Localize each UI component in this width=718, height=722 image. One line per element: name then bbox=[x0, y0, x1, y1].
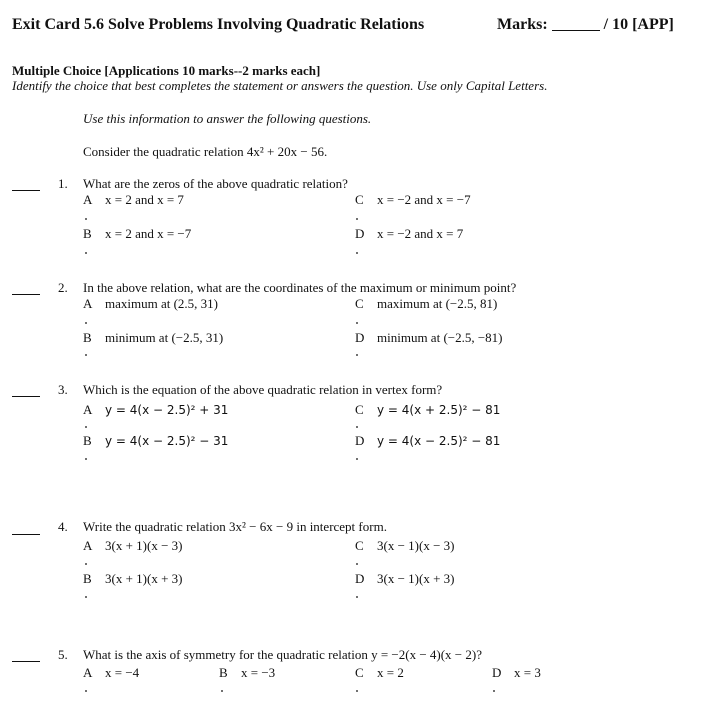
option-letter: B bbox=[83, 571, 92, 586]
dot-mark bbox=[356, 426, 358, 428]
option-letter: C bbox=[355, 665, 364, 680]
question-text: What are the zeros of the above quadratic relation? bbox=[83, 176, 348, 191]
option-text: x = −3 bbox=[241, 665, 276, 680]
page-title: Exit Card 5.6 Solve Problems Involving Quadratic Relations bbox=[12, 16, 425, 33]
dot-mark bbox=[356, 458, 358, 460]
section-instructions: Identify the choice that best completes the statement or answers the question. Use only Capital Letters. bbox=[12, 78, 548, 93]
option-b[interactable] bbox=[83, 226, 191, 242]
marks-total: / 10 [APP] bbox=[603, 16, 674, 33]
section-heading: Multiple Choice [Applications 10 marks--2 marks each] bbox=[12, 63, 321, 78]
question-number: 3. bbox=[58, 382, 68, 397]
option-letter: D bbox=[355, 226, 365, 241]
option-text: minimum at (−2.5, −81) bbox=[377, 330, 503, 345]
dot-mark bbox=[356, 563, 358, 565]
dot-mark bbox=[356, 354, 358, 356]
option-d[interactable] bbox=[355, 330, 503, 346]
option-letter: A bbox=[83, 538, 93, 553]
info-text: Use this information to answer the following questions. bbox=[83, 111, 372, 126]
dot-mark bbox=[85, 354, 87, 356]
option-b[interactable] bbox=[83, 433, 228, 449]
option-letter: D bbox=[492, 665, 502, 680]
option-text: x = 2 and x = 7 bbox=[105, 192, 184, 207]
question-text: In the above relation, what are the coordinates of the maximum or minimum point? bbox=[83, 280, 517, 295]
option-letter: A bbox=[83, 665, 93, 680]
option-text: x = 3 bbox=[514, 665, 541, 680]
option-text: 3(x + 1)(x − 3) bbox=[105, 538, 183, 553]
option-b[interactable] bbox=[83, 330, 223, 346]
option-letter: C bbox=[355, 192, 364, 207]
consider-expression: 4x² + 20x − 56. bbox=[246, 144, 328, 159]
option-a[interactable] bbox=[83, 296, 218, 312]
marks-field bbox=[497, 16, 674, 34]
question-number: 4. bbox=[58, 519, 68, 534]
option-a[interactable] bbox=[83, 192, 184, 208]
dot-mark bbox=[85, 690, 87, 692]
option-text: maximum at (−2.5, 81) bbox=[377, 296, 498, 311]
option-text: x = −2 and x = 7 bbox=[377, 226, 464, 241]
option-text: y = 4(x − 2.5)² − 81 bbox=[377, 434, 501, 448]
answer-blank-1[interactable] bbox=[12, 190, 40, 191]
option-letter: B bbox=[219, 665, 228, 680]
option-d[interactable] bbox=[355, 571, 454, 587]
option-a[interactable] bbox=[83, 402, 228, 418]
option-c[interactable] bbox=[355, 296, 497, 312]
option-letter: D bbox=[355, 330, 365, 345]
dot-mark bbox=[493, 690, 495, 692]
consider-prefix: Consider the quadratic relation bbox=[83, 144, 247, 159]
answer-blank-3[interactable] bbox=[12, 396, 40, 397]
option-a[interactable] bbox=[83, 538, 182, 554]
option-d[interactable] bbox=[355, 226, 463, 242]
option-c[interactable] bbox=[355, 538, 454, 554]
option-letter: C bbox=[355, 538, 364, 553]
option-d[interactable] bbox=[355, 433, 500, 449]
option-text: maximum at (2.5, 31) bbox=[105, 296, 219, 311]
answer-blank-4[interactable] bbox=[12, 534, 40, 535]
option-letter: B bbox=[83, 226, 92, 241]
question-number: 1. bbox=[58, 176, 68, 191]
option-text: 3(x − 1)(x + 3) bbox=[377, 571, 455, 586]
option-text: minimum at (−2.5, 31) bbox=[105, 330, 224, 345]
option-letter: B bbox=[83, 433, 92, 448]
option-letter: A bbox=[83, 192, 93, 207]
option-letter: D bbox=[355, 571, 365, 586]
dot-mark bbox=[356, 252, 358, 254]
dot-mark bbox=[221, 690, 223, 692]
option-text: x = 2 bbox=[377, 665, 404, 680]
option-text: 3(x + 1)(x + 3) bbox=[105, 571, 183, 586]
dot-mark bbox=[356, 322, 358, 324]
option-letter: C bbox=[355, 296, 364, 311]
option-text: 3(x − 1)(x − 3) bbox=[377, 538, 455, 553]
option-text: y = 4(x − 2.5)² + 31 bbox=[105, 403, 229, 417]
option-text: y = 4(x + 2.5)² − 81 bbox=[377, 403, 501, 417]
option-letter: A bbox=[83, 402, 93, 417]
answer-blank-5[interactable] bbox=[12, 661, 40, 662]
option-letter: A bbox=[83, 296, 93, 311]
dot-mark bbox=[356, 596, 358, 598]
option-text: x = −2 and x = −7 bbox=[377, 192, 471, 207]
option-a[interactable] bbox=[83, 665, 139, 681]
dot-mark bbox=[356, 690, 358, 692]
option-text: x = 2 and x = −7 bbox=[105, 226, 192, 241]
option-b[interactable] bbox=[83, 571, 182, 587]
dot-mark bbox=[85, 322, 87, 324]
dot-mark bbox=[85, 596, 87, 598]
option-d[interactable] bbox=[492, 665, 541, 681]
option-c[interactable] bbox=[355, 192, 471, 208]
option-c[interactable] bbox=[355, 402, 500, 418]
question-text: Write the quadratic relation 3x² − 6x − 9 in intercept form. bbox=[83, 519, 387, 534]
dot-mark bbox=[85, 426, 87, 428]
dot-mark bbox=[85, 458, 87, 460]
question-number: 5. bbox=[58, 647, 68, 662]
question-text: What is the axis of symmetry for the quadratic relation y = −2(x − 4)(x − 2)? bbox=[83, 647, 482, 662]
option-text: y = 4(x − 2.5)² − 31 bbox=[105, 434, 229, 448]
dot-mark bbox=[85, 252, 87, 254]
marks-label: Marks: bbox=[497, 16, 548, 33]
question-text: Which is the equation of the above quadratic relation in vertex form? bbox=[83, 382, 443, 397]
marks-blank[interactable] bbox=[552, 30, 600, 31]
dot-mark bbox=[85, 563, 87, 565]
option-letter: C bbox=[355, 402, 364, 417]
consider-text bbox=[83, 144, 327, 160]
answer-blank-2[interactable] bbox=[12, 294, 40, 295]
dot-mark bbox=[356, 218, 358, 220]
option-letter: B bbox=[83, 330, 92, 345]
option-c[interactable] bbox=[355, 665, 404, 681]
question-number: 2. bbox=[58, 280, 68, 295]
option-b[interactable] bbox=[219, 665, 275, 681]
option-text: x = −4 bbox=[105, 665, 140, 680]
option-letter: D bbox=[355, 433, 365, 448]
dot-mark bbox=[85, 218, 87, 220]
